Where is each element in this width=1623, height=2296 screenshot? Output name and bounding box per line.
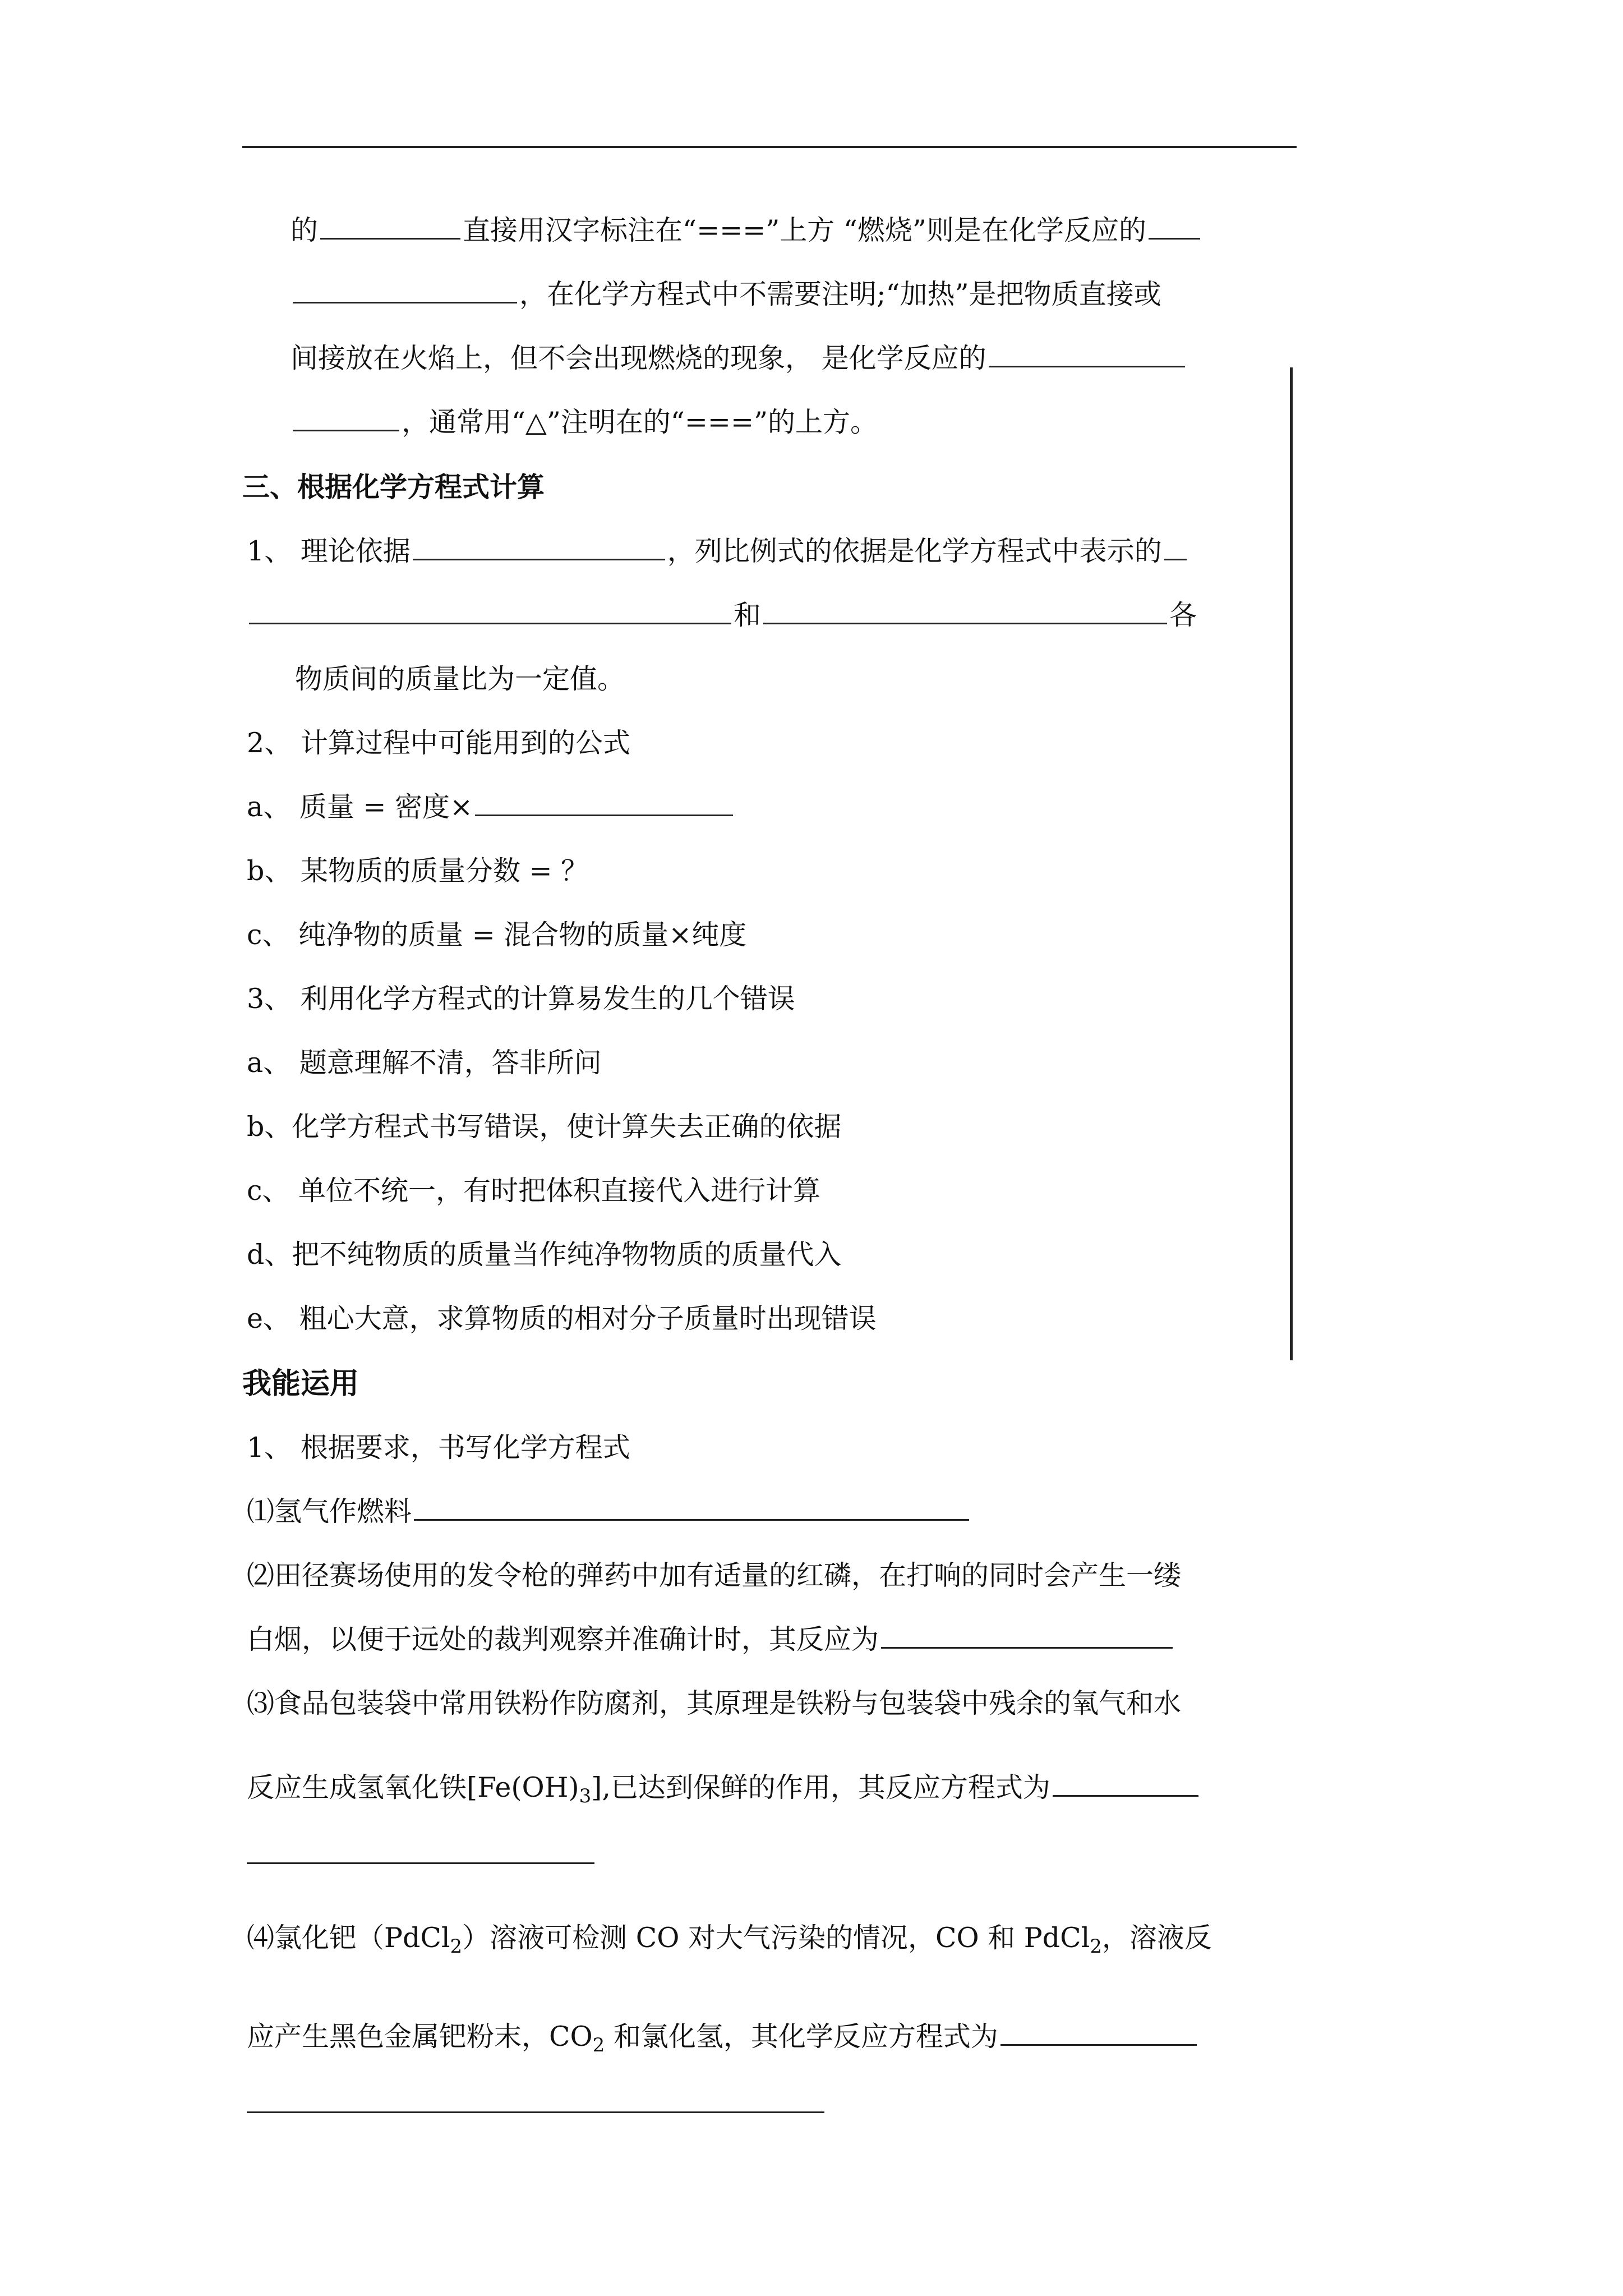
- text-line: [247, 1770, 1201, 1814]
- text-line: [291, 341, 1187, 376]
- blank[interactable]: [989, 343, 1185, 367]
- text-line: [291, 405, 878, 440]
- text: 直接用汉字标注在“===”上方 “燃烧”则是在化学反应的: [463, 214, 1146, 246]
- blank[interactable]: [1000, 2022, 1197, 2046]
- answer-line[interactable]: [247, 1862, 594, 1864]
- blank[interactable]: [475, 792, 733, 816]
- blank[interactable]: [293, 279, 517, 303]
- subscript: 2: [450, 1935, 463, 1958]
- text-line: ⑶食品包装袋中常用铁粉作防腐剂，其原理是铁粉与包装袋中残余的氧气和水: [247, 1687, 1182, 1719]
- blank[interactable]: [1164, 536, 1187, 560]
- text: 1、 理论依据: [247, 535, 411, 567]
- text-line: 物质间的质量比为一定值。: [295, 663, 625, 695]
- subscript: 3: [579, 1785, 592, 1807]
- text-line: [247, 790, 735, 825]
- blank[interactable]: [414, 1497, 969, 1521]
- text: a、 质量 = 密度×: [247, 791, 473, 823]
- text-line: b、 某物质的质量分数 = ？: [247, 855, 589, 887]
- blank[interactable]: [320, 215, 460, 240]
- blank[interactable]: [763, 600, 1167, 624]
- text: ，溶液反: [1101, 1922, 1212, 1954]
- text: ，通常用“△”注明在的“===”的上方。: [402, 406, 878, 438]
- blank[interactable]: [881, 1625, 1173, 1649]
- text: ⑴氢气作燃料: [247, 1496, 412, 1527]
- blank[interactable]: [1053, 1773, 1198, 1797]
- text-line: [247, 2019, 1199, 2063]
- text: 反应生成氢氧化铁[Fe(OH): [247, 1772, 579, 1803]
- text: 的: [291, 214, 319, 246]
- subscript: 2: [592, 2034, 605, 2056]
- blank[interactable]: [413, 536, 665, 560]
- text: ，列比例式的依据是化学方程式中表示的: [667, 535, 1162, 567]
- text-line: c、 纯净物的质量 = 混合物的质量×纯度: [247, 919, 747, 951]
- blank[interactable]: [293, 407, 399, 431]
- text: 和: [734, 599, 762, 631]
- text-line: ⑵田径赛场使用的发令枪的弹药中加有适量的红磷，在打响的同时会产生一缕: [247, 1559, 1182, 1591]
- margin-rule: [1290, 367, 1293, 1360]
- text: 白烟，以便于远处的裁判观察并准确计时，其反应为: [247, 1623, 879, 1655]
- text: 和氯化氢，其化学反应方程式为: [605, 2021, 998, 2053]
- blank[interactable]: [1149, 215, 1200, 240]
- text: ⑷氯化钯（PdCl: [247, 1922, 450, 1954]
- blank[interactable]: [249, 600, 731, 624]
- text-line: [291, 213, 1202, 248]
- section-title: 我能运用: [242, 1367, 359, 1401]
- text-line: 3、 利用化学方程式的计算易发生的几个错误: [247, 983, 795, 1015]
- answer-line[interactable]: [247, 2111, 824, 2113]
- text-line: [247, 1494, 971, 1529]
- text-line: [247, 534, 1189, 569]
- text-line: [247, 598, 1197, 633]
- text: ，在化学方程式中不需要注明;“加热”是把物质直接或: [519, 278, 1161, 310]
- text: ）溶液可检测 CO 对大气污染的情况，CO 和 PdCl: [462, 1922, 1090, 1954]
- text-line: [247, 1921, 1212, 1964]
- text: 间接放在火焰上，但不会出现燃烧的现象， 是化学反应的: [291, 342, 986, 374]
- text-line: b、化学方程式书写错误，使计算失去正确的依据: [247, 1111, 842, 1143]
- text-line: 1、 根据要求，书写化学方程式: [247, 1432, 630, 1464]
- section-title: 三、根据化学方程式计算: [242, 471, 545, 503]
- text: 各: [1169, 599, 1197, 631]
- text-line: a、 题意理解不清，答非所问: [247, 1047, 602, 1079]
- text-line: e、 粗心大意，求算物质的相对分子质量时出现错误: [247, 1303, 877, 1335]
- text-line: [291, 277, 1161, 312]
- text-line: c、 单位不统一，有时把体积直接代入进行计算: [247, 1175, 821, 1207]
- text: 应产生黑色金属钯粉末，CO: [247, 2021, 593, 2053]
- text-line: 2、 计算过程中可能用到的公式: [247, 727, 630, 759]
- text-line: d、把不纯物质的质量当作纯净物物质的质量代入: [247, 1239, 842, 1271]
- header-rule: [242, 146, 1297, 148]
- text: ],已达到保鲜的作用，其反应方程式为: [591, 1772, 1050, 1803]
- subscript: 2: [1090, 1935, 1102, 1958]
- text-line: [247, 1622, 1175, 1657]
